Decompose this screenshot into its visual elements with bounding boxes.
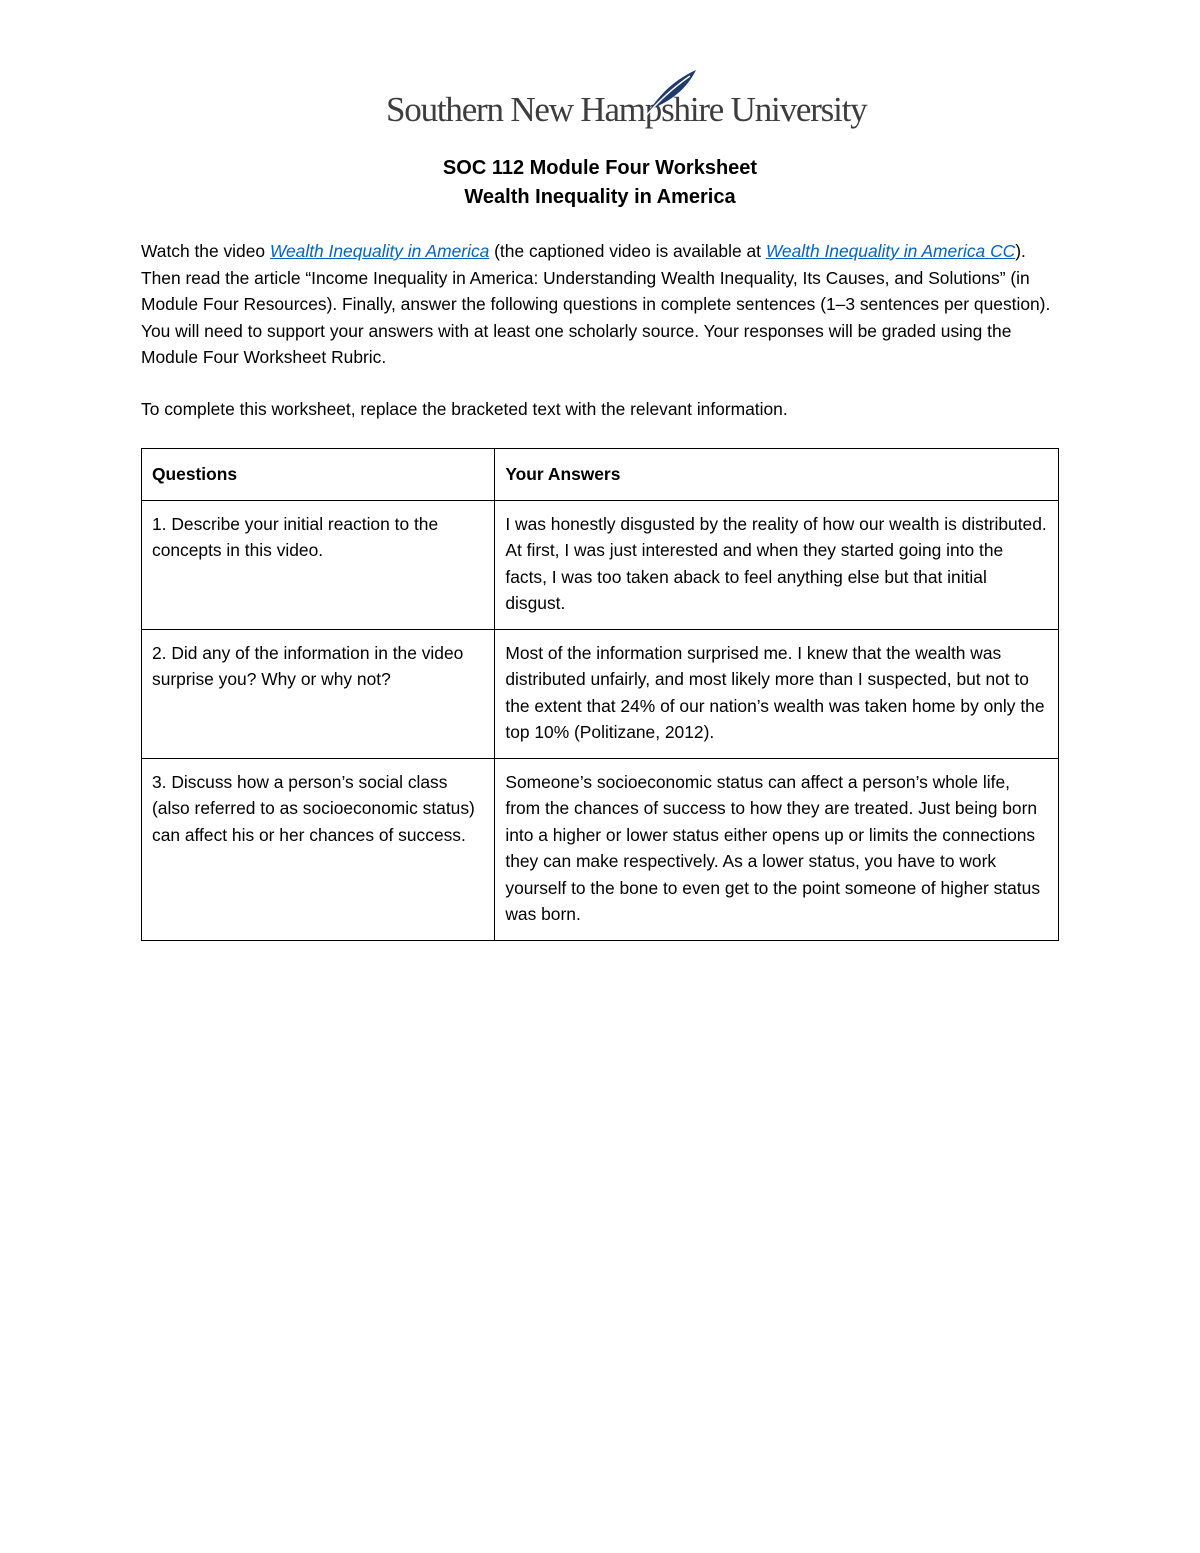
document-title [0, 154, 1200, 212]
question-cell: 1. Describe your initial reaction to the concepts in this video. [142, 500, 495, 629]
intro-text-1: Watch the video [141, 241, 270, 261]
course-title: SOC 112 Module Four Worksheet [442, 157, 758, 179]
instruction-paragraph: To complete this worksheet, replace the bracketed text with the relevant information. [141, 399, 788, 419]
intro-text-2: (the captioned video is available at [489, 241, 766, 261]
question-answer-table [141, 448, 1059, 941]
captioned-video-link[interactable]: Wealth Inequality in America CC [765, 241, 1016, 261]
table-header-row [142, 449, 1059, 501]
table-row [142, 629, 1059, 758]
video-link[interactable]: Wealth Inequality in America [269, 241, 490, 261]
quill-leaf-icon [640, 68, 700, 118]
table-row [142, 500, 1059, 629]
university-name: Southern New Hampshire University [386, 90, 867, 129]
question-cell: 2. Did any of the information in the video surprise you? Why or why not? [142, 629, 495, 758]
question-cell: 3. Discuss how a person’s social class (also referred to as socioeconomic status) can affect his or her chances of success. [142, 758, 495, 940]
intro-paragraph [141, 238, 1061, 371]
university-logo [386, 68, 867, 138]
intro-text-3: ). Then read the article “Income Inequality in America: Understanding Wealth Inequality, Its Causes, and Solutions” (in Module Four Resources). Finally, answer the following questions in complete sentences (1–3 sentences per question). You will need to support your answers with at least one scholarly source. Your responses will be graded using the Module Four Worksheet Rubric. [141, 241, 1051, 367]
answers-header: Your Answers [495, 449, 1059, 501]
table-row [142, 758, 1059, 940]
answer-cell[interactable]: Someone’s socioeconomic status can affect a person’s whole life, from the chances of success to how they are treated. Just being born into a higher or lower status either opens up or limits the connections they can make respectively. As a lower status, you have to work yourself to the bone to even get to the point someone of higher status was born. [495, 758, 1059, 940]
worksheet-subtitle: Wealth Inequality in America [464, 186, 736, 208]
answer-cell[interactable]: Most of the information surprised me. I knew that the wealth was distributed unfairly, and most likely more than I suspected, but not to the extent that 24% of our nation’s wealth was taken home by only the top 10% (Politizane, 2012). [495, 629, 1059, 758]
questions-header: Questions [142, 449, 495, 501]
answer-cell[interactable]: I was honestly disgusted by the reality of how our wealth is distributed. At first, I was just interested and when they started going into the facts, I was too taken aback to feel anything else but that initial disgust. [495, 500, 1059, 629]
